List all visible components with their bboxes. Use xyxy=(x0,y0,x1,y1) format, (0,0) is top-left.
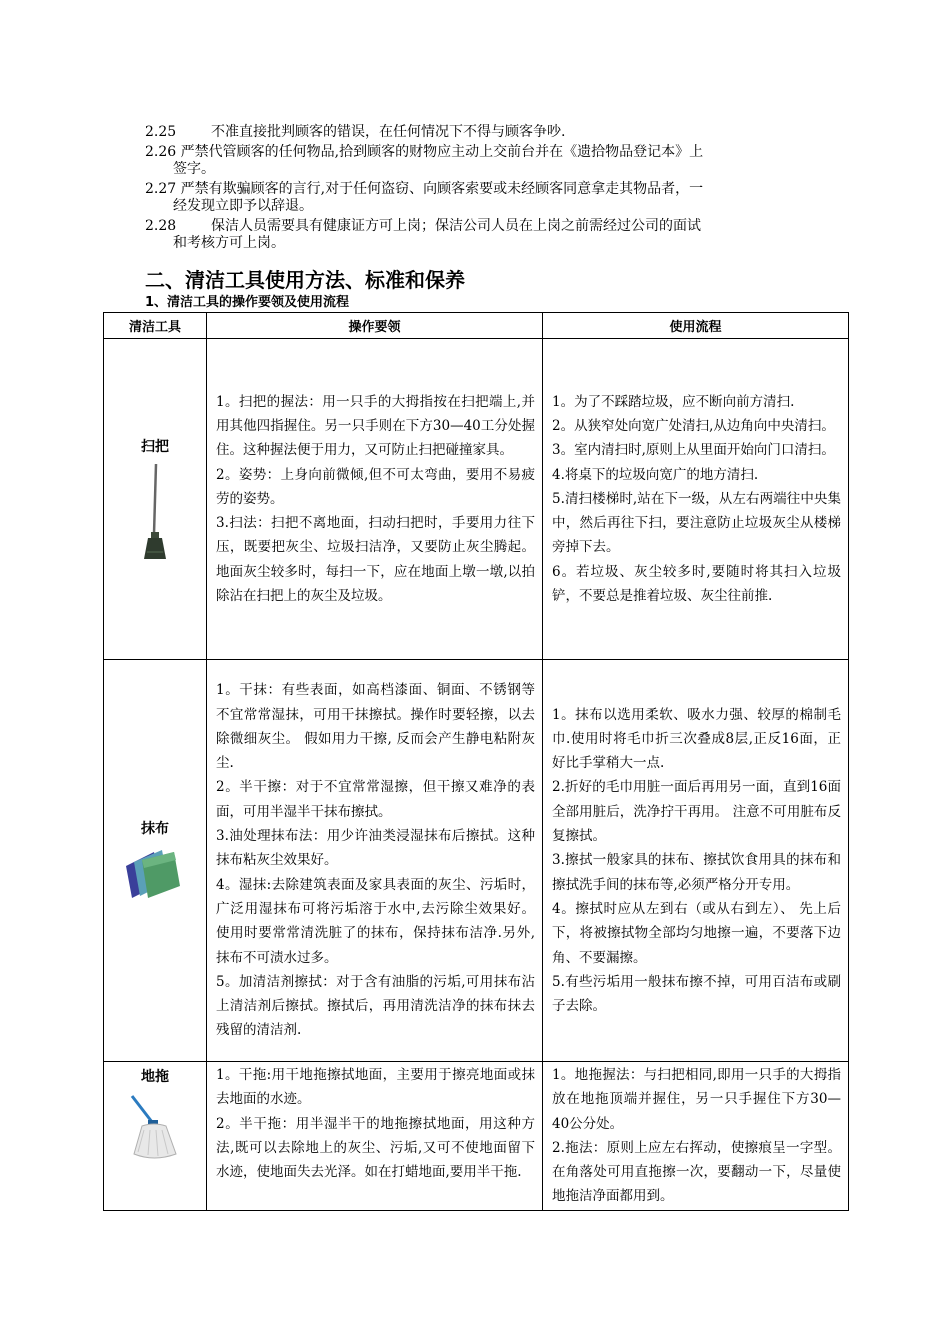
table-row xyxy=(104,1062,849,1211)
rule-number: 2.27 xyxy=(145,181,177,197)
header-process: 使用流程 xyxy=(543,313,849,339)
header-method: 操作要领 xyxy=(207,313,543,339)
method-item: 3.油处理抹布法：用少许油类浸湿抹布后擦拭。这种抹布粘灰尘效果好。 xyxy=(216,828,535,869)
mop-icon xyxy=(124,1092,186,1162)
tool-cell xyxy=(104,339,207,660)
rules-list xyxy=(145,124,825,255)
process-item: 1。地拖握法：与扫把相同,即用一只手的大拇指放在地拖顶端并握住，另一只手握住下方30—40公分处。 xyxy=(552,1067,841,1132)
rule-number: 2.25 xyxy=(145,124,177,140)
process-item: 3。室内清扫时,原则上从里面开始向门口清扫。 xyxy=(552,442,835,459)
tool-name: 抹布 xyxy=(141,820,169,837)
method-item: 4。湿抹:去除建筑表面及家具表面的灰尘、污垢时，广泛用湿抹布可将污垢溶于水中,去污除尘效果好。 使用时要常常清洗脏了的抹布，保持抹布洁净.另外,抹布不可渍水过多。 xyxy=(216,876,535,966)
subsection-title: 1、清洁工具的操作要领及使用流程 xyxy=(145,295,350,310)
process-item: 5.清扫楼梯时,站在下一级，从左右两端往中央集中，然后再往下扫，要注意防止垃圾灰尘从楼梯旁掉下去。 xyxy=(552,490,841,556)
process-item: 2。从狭窄处向宽广处清扫,从边角向中央清扫。 xyxy=(552,417,835,434)
method-item: 2。半干擦：对于不宜常常湿擦，但干擦又难净的表面，可用半湿半干抹布擦拭。 xyxy=(216,779,535,820)
rule-text-continued: 和考核方可上岗。 xyxy=(173,235,285,251)
broom-icon xyxy=(135,462,175,562)
rule-item xyxy=(145,181,825,215)
process-cell xyxy=(543,1062,849,1211)
method-cell xyxy=(207,339,543,660)
rule-item xyxy=(145,124,825,141)
cloth-icon xyxy=(120,844,190,904)
tool-name: 地拖 xyxy=(141,1069,169,1085)
table-row xyxy=(104,339,849,660)
rule-text: 严禁有欺骗顾客的言行,对于任何盗窃、向顾客索要或未经顾客同意拿走其物品者，一 xyxy=(180,181,704,197)
header-tool: 清洁工具 xyxy=(104,313,207,339)
method-item: 2。姿势：上身向前微倾,但不可太弯曲，要用不易疲劳的姿势。 xyxy=(216,466,535,507)
process-cell xyxy=(543,339,849,660)
method-item: 1。扫把的握法：用一只手的大拇指按在扫把端上,并用其他四指握住。另一只手则在下方30—40工分处握住。这种握法便于用力，又可防止扫把碰撞家具。 xyxy=(216,393,535,459)
rule-number: 2.26 xyxy=(145,144,177,160)
rule-text: 严禁代管顾客的任何物品,拾到顾客的财物应主动上交前台并在《遗拾物品登记本》上 xyxy=(180,144,704,160)
method-item: 1。干抹：有些表面，如高档漆面、铜面、不锈钢等不宜常常湿抹，可用干抹擦拭。操作时要轻擦，以去除微细灰尘。 假如用力干擦, 反而会产生静电粘附灰尘. xyxy=(216,682,535,772)
process-item: 6。若垃圾、灰尘较多时,要随时将其扫入垃圾铲，不要总是推着垃圾、灰尘往前推. xyxy=(552,563,841,605)
method-item: 5。加清洁剂擦拭：对于含有油脂的污垢,可用抹布沾上清洁剂后擦拭。擦拭后，再用清洗洁净的抹布抹去残留的清洁剂. xyxy=(216,973,535,1039)
rule-number: 2.28 xyxy=(145,218,177,234)
rule-text-continued: 签字。 xyxy=(173,161,215,177)
process-cell xyxy=(543,660,849,1062)
rule-item xyxy=(145,144,825,178)
section-title: 二、清洁工具使用方法、标准和保养 xyxy=(145,268,465,292)
cleaning-tools-table xyxy=(103,312,849,1211)
process-item: 3.擦拭一般家具的抹布、擦拭饮食用具的抹布和擦拭洗手间的抹布等,必须严格分开专用。 xyxy=(552,852,841,893)
process-item: 1。为了不踩踏垃圾，应不断向前方清扫. xyxy=(552,393,795,410)
process-item: 1。抹布以选用柔软、吸水力强、较厚的棉制毛巾.使用时将毛巾折三次叠成8层,正反16面，正好比手掌稍大一点. xyxy=(552,706,841,772)
process-item: 4.将桌下的垃圾向宽广的地方清扫. xyxy=(552,466,759,483)
process-item: 2.拖法：原则上应左右挥动，使擦痕呈一字型。在角落处可用直拖擦一次，要翻动一下，尽量使地拖洁净面都用到。 xyxy=(552,1139,841,1205)
rule-text: 保洁人员需要具有健康证方可上岗；保洁公司人员在上岗之前需经过公司的面试 xyxy=(211,218,701,234)
method-item: 2。半干拖：用半湿半干的地拖擦拭地面，用这种方法,既可以去除地上的灰尘、污垢,又可不使地面留下水迹，使地面失去光泽。如在打蜡地面,要用半干拖. xyxy=(216,1115,535,1181)
rule-item xyxy=(145,218,825,252)
process-item: 2.折好的毛巾用脏一面后再用另一面，直到16面全部用脏后，洗净拧干再用。 注意不可用脏布反复擦拭。 xyxy=(552,779,841,845)
rule-text-continued: 经发现立即予以辞退。 xyxy=(173,198,313,214)
method-cell xyxy=(207,660,543,1062)
rule-text: 不准直接批判顾客的错误，在任何情况下不得与顾客争吵. xyxy=(211,124,566,140)
method-item: 1。干拖:用干地拖擦拭地面，主要用于擦亮地面或抹去地面的水迹。 xyxy=(216,1067,535,1108)
table-header-row xyxy=(104,313,849,339)
table-row xyxy=(104,660,849,1062)
method-item: 3.扫法：扫把不离地面，扫动扫把时，手要用力往下压，既要把灰尘、垃圾扫洁净，又要防止灰尘腾起。地面灰尘较多时，每扫一下，应在地面上墩一墩,以拍除沾在扫把上的灰尘及垃圾。 xyxy=(216,515,535,605)
tool-name: 扫把 xyxy=(141,439,169,455)
process-item: 4。擦拭时应从左到右（或从右到左）、 先上后下，将被擦拭物全部均匀地擦一遍，不要落下边角、不要漏擦。 xyxy=(552,900,841,966)
tool-cell xyxy=(104,660,207,1062)
method-cell xyxy=(207,1062,543,1211)
process-item: 5.有些污垢用一般抹布擦不掉，可用百洁布或刷子去除。 xyxy=(552,973,841,1015)
tool-cell xyxy=(104,1062,207,1211)
